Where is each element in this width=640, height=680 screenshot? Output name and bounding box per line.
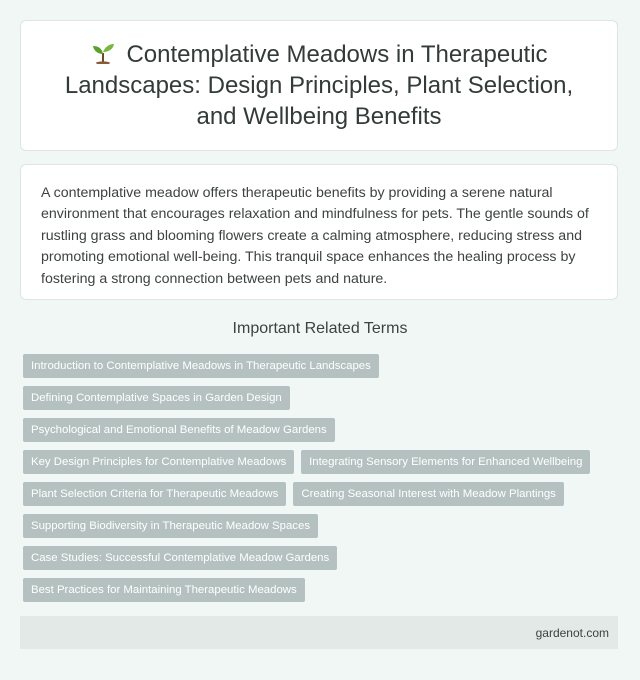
footer xyxy=(20,616,618,649)
title-text: Contemplative Meadows in Therapeutic Landscapes: Design Principles, Plant Selection, and Wellbeing Benefits xyxy=(64,41,574,130)
related-term-tag[interactable]: Supporting Biodiversity in Therapeutic Meadow Spaces xyxy=(23,514,318,538)
related-term-tag[interactable]: Key Design Principles for Contemplative Meadows xyxy=(23,450,294,474)
related-term-tag[interactable]: Integrating Sensory Elements for Enhanced Wellbeing xyxy=(301,450,590,474)
related-term-tag[interactable]: Psychological and Emotional Benefits of Meadow Gardens xyxy=(23,418,335,442)
summary-text: A contemplative meadow offers therapeutic benefits by providing a serene natural environment that encourages relaxation and mindfulness for pets. The gentle sounds of rustling grass and blooming flowers create a calming atmosphere, reducing stress and promoting emotional well-being. This tranquil space enhances the healing process by fostering a strong connection between pets and nature. xyxy=(41,185,589,287)
summary-card xyxy=(20,164,618,300)
related-terms-heading: Important Related Terms xyxy=(232,320,408,337)
related-term-tag[interactable]: Defining Contemplative Spaces in Garden Design xyxy=(23,386,290,410)
related-term-tag[interactable]: Creating Seasonal Interest with Meadow Plantings xyxy=(293,482,564,506)
sprout-icon xyxy=(90,42,116,64)
related-terms-list xyxy=(23,354,623,610)
related-term-tag[interactable]: Plant Selection Criteria for Therapeutic Meadows xyxy=(23,482,286,506)
related-term-tag[interactable]: Case Studies: Successful Contemplative Meadow Gardens xyxy=(23,546,337,570)
related-term-tag[interactable]: Introduction to Contemplative Meadows in Therapeutic Landscapes xyxy=(23,354,379,378)
related-term-tag[interactable]: Best Practices for Maintaining Therapeutic Meadows xyxy=(23,578,305,602)
site-name[interactable]: gardenot.com xyxy=(535,625,609,640)
title-card xyxy=(20,20,618,151)
page-title xyxy=(45,39,593,132)
